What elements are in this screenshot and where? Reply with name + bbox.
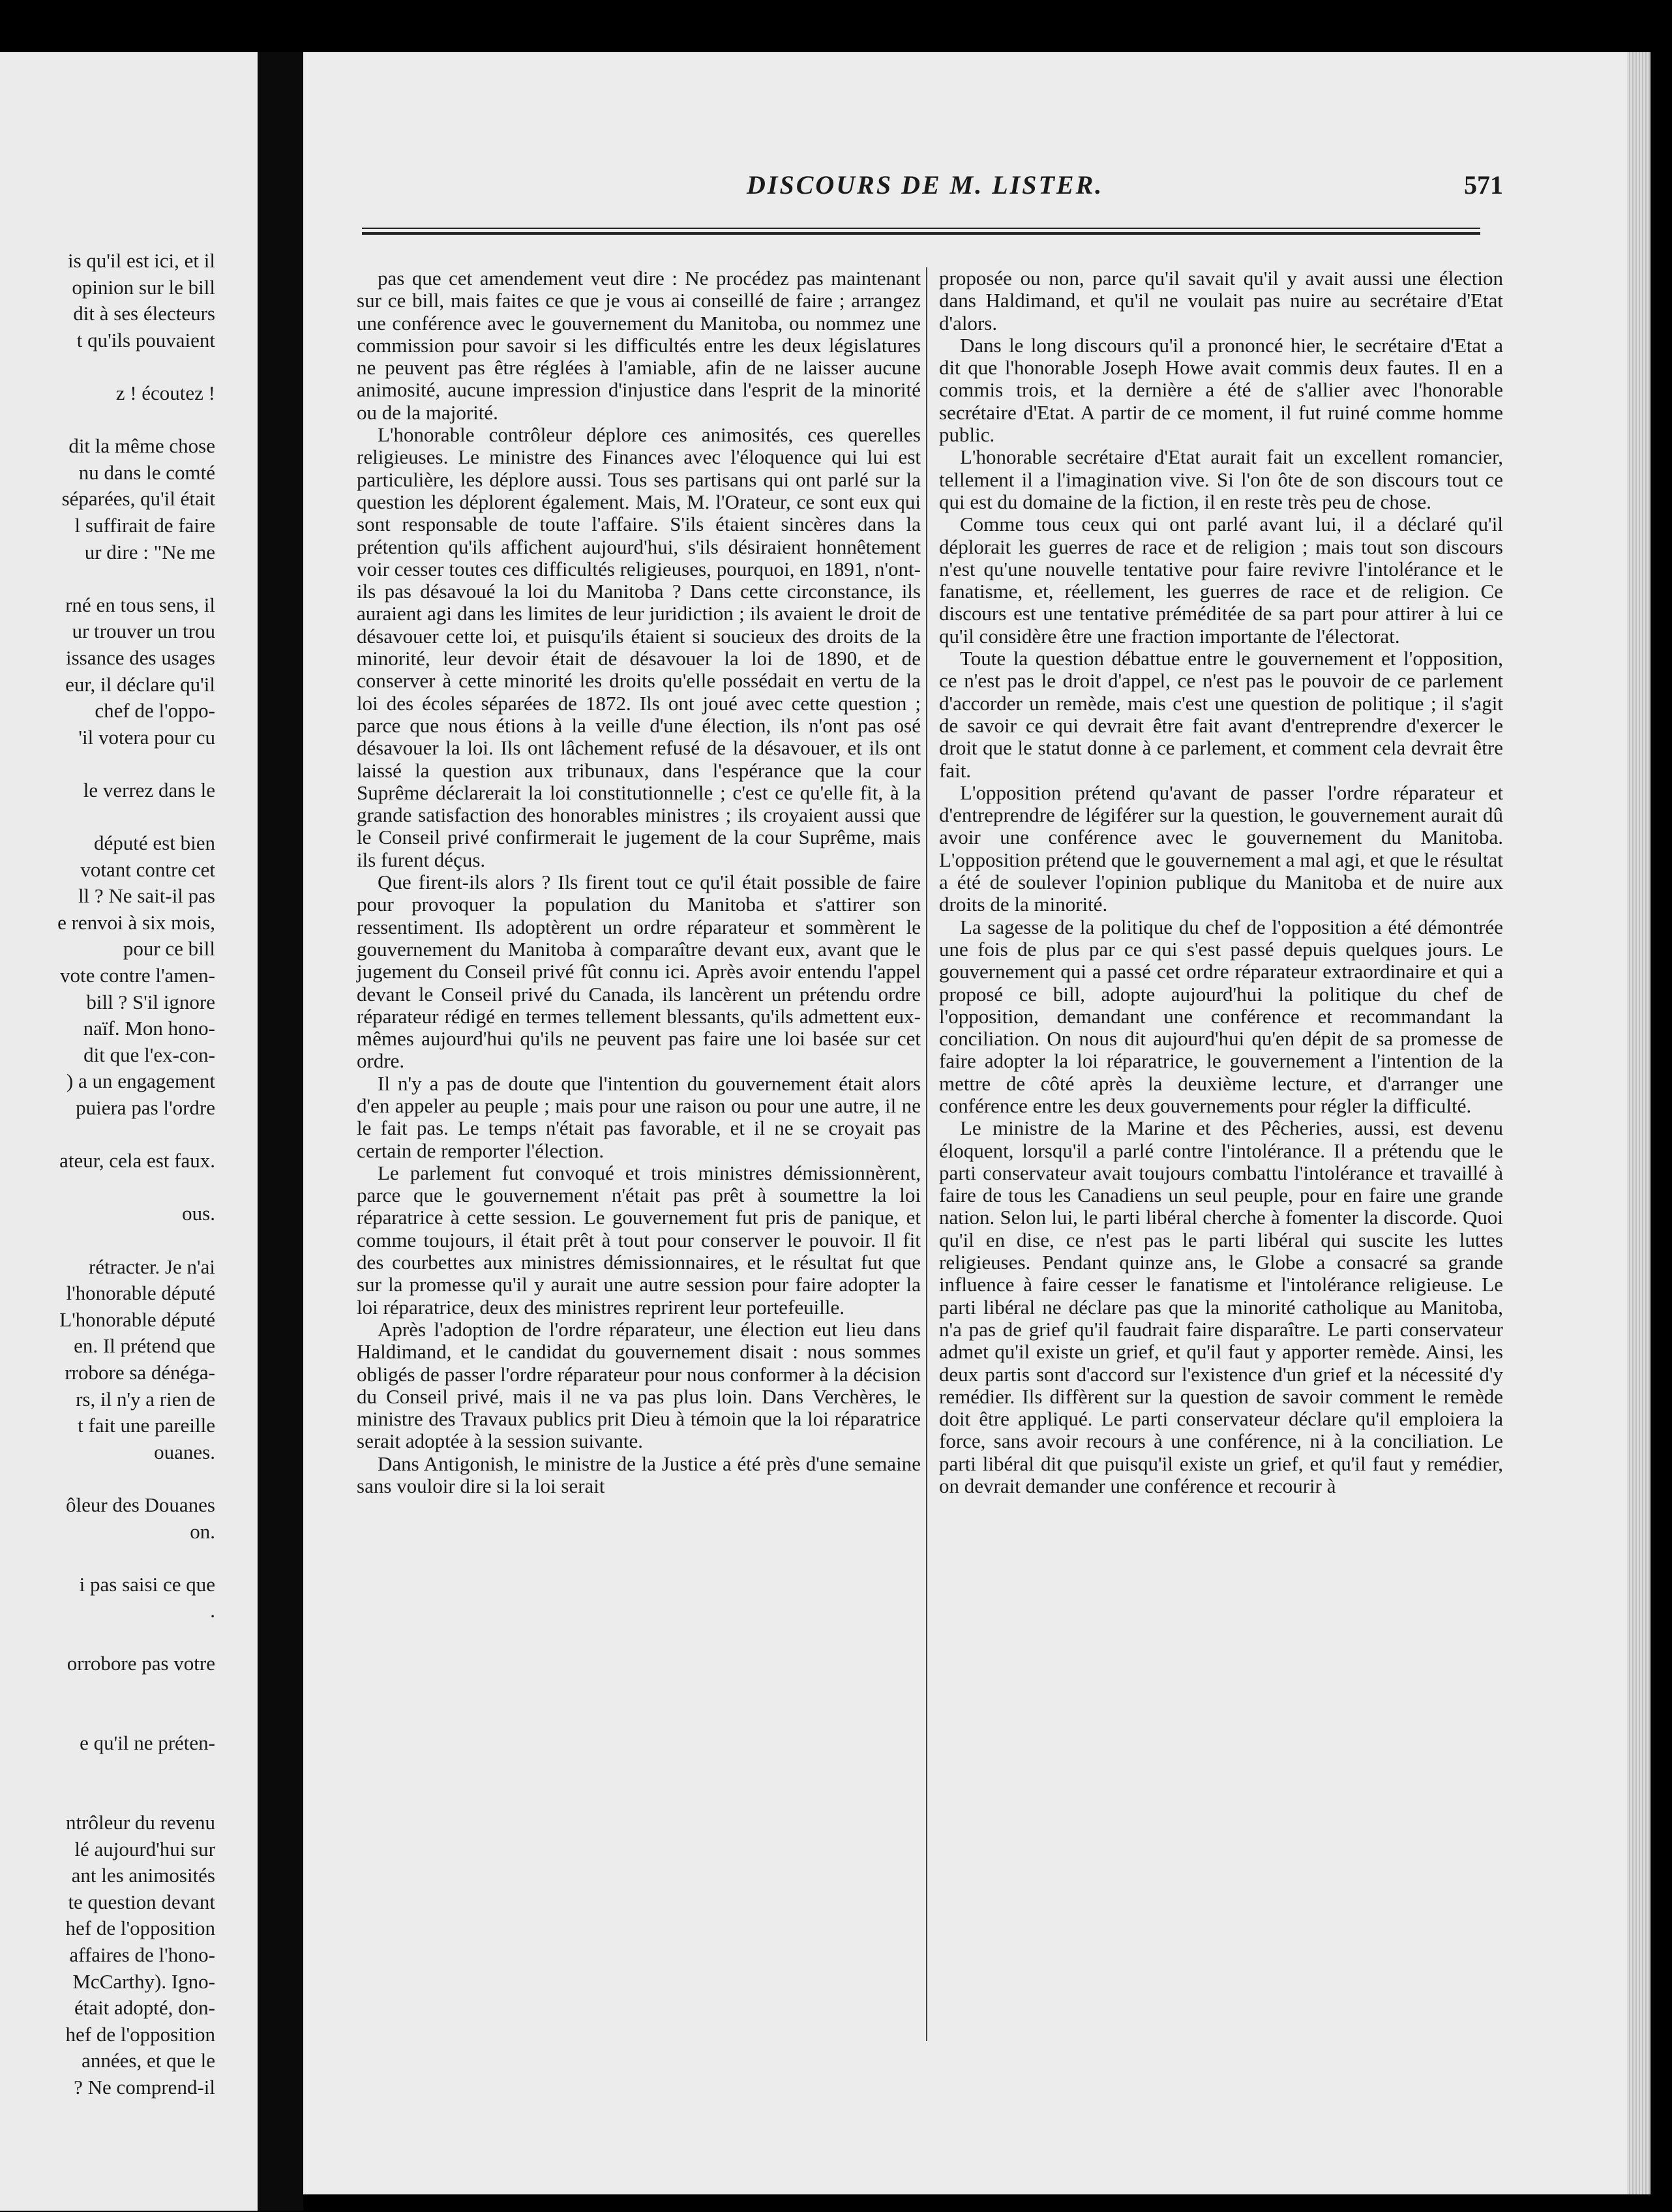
page-header	[303, 170, 1627, 209]
facing-page-line: était adopté, don-	[74, 1996, 215, 2020]
facing-page-line: te question devant	[68, 1890, 215, 1913]
facing-page-line: ouanes.	[154, 1440, 215, 1463]
paragraph: Dans Antigonish, le ministre de la Justice a été près d'une semaine sans vouloir dire si la loi serait	[357, 1452, 921, 1498]
text-column-right	[939, 267, 1503, 1497]
facing-page-line: is qu'il est ici, et il	[67, 249, 215, 272]
facing-page-line	[0, 751, 215, 777]
facing-page-line: puiera pas l'ordre	[76, 1096, 215, 1119]
facing-page-line: ant les animosités	[71, 1864, 215, 1887]
facing-page-line: ur dire : "Ne me	[84, 540, 215, 563]
facing-page-line: orrobore pas votre	[67, 1652, 215, 1675]
facing-page-line: .	[210, 1599, 215, 1622]
facing-page-line: rné en tous sens, il	[65, 593, 215, 616]
facing-page-line: ateur, cela est faux.	[59, 1149, 215, 1173]
facing-page-line	[0, 1122, 215, 1148]
paragraph: L'opposition prétend qu'avant de passer l'ordre réparateur et d'entreprendre de légiférer sur la question, le gouvernement aurait dû avoir une conférence avec le gouvernement du Manitoba. L'opposition prétend que le gouvernement a mal agi, et que le résultat a été de soulever l'opinion publique du Manitoba et de nuire aux droits de la minorité.	[939, 781, 1503, 916]
facing-page-line: bill ? S'il ignore	[86, 990, 215, 1013]
facing-page-line: dit la même chose	[68, 434, 215, 458]
paragraph: Après l'adoption de l'ordre réparateur, une élection eut lieu dans Haldimand, et le candidat du gouvernement disait : nous sommes obligés de passer l'ordre réparateur pour nous conformer à la décision du Conseil privé, mais il ne va pas plus loin. Dans Verchères, le ministre des Travaux publics prit Dieu à témoin que la loi réparatrice serait adoptée à la session suivante.	[357, 1317, 921, 1453]
facing-page-line: on.	[190, 1519, 215, 1543]
text-column-left	[357, 267, 921, 1497]
paragraph: proposée ou non, parce qu'il savait qu'il y avait aussi une élection dans Haldimand, et qu'il ne voulait pas nuire au secrétaire d'Etat d'alors.	[939, 267, 1503, 335]
facing-page-line: naïf. Mon hono-	[83, 1017, 215, 1040]
facing-page-line: ? Ne comprend-il	[74, 2075, 215, 2099]
paragraph: Toute la question débattue entre le gouvernement et l'opposition, ce n'est pas le droit d'appel, ce n'est pas le pouvoir de ce parlement d'accorder un remède, mais c'est une question de politique ; il s'agit de savoir ce qui devrait être fait avant d'entreprendre d'exercer le droit que le statut donne à ce parlement, et comment cela devrait être fait.	[939, 647, 1503, 782]
running-title: DISCOURS DE M. LISTER.	[747, 170, 1104, 200]
facing-page-line: l'honorable député	[66, 1281, 215, 1305]
facing-page-line: ll ? Ne sait-il pas	[78, 884, 215, 908]
facing-page-line	[0, 565, 215, 592]
facing-page-line: nu dans le comté	[78, 460, 215, 484]
facing-page-line: séparées, qu'il était	[61, 487, 215, 511]
paragraph: Que firent-ils alors ? Ils firent tout ce qu'il était possible de faire pour provoquer la population du Manitoba et s'attirer son ressentiment. Ils adoptèrent un ordre réparateur et sommèrent le gouvernement du Manitoba à comparaître devant eux, avant que le jugement du Conseil privé fût connu ici. Après avoir entendu l'appel devant le Conseil privé du Canada, ils lancèrent un prétendu ordre réparateur rédigé en termes tellement blessants, qu'ils admettent eux-mêmes aujourd'hui qu'ils ne peuvent pas faire une loi basée sur cet ordre.	[357, 871, 921, 1073]
facing-page-line: affaires de l'hono-	[69, 1943, 215, 1966]
facing-page-line: L'honorable député	[59, 1308, 215, 1331]
facing-page-line: dit que l'ex-con-	[83, 1043, 215, 1066]
facing-page-line: années, et que le	[82, 2049, 215, 2072]
facing-page-line: ous.	[182, 1202, 215, 1225]
facing-page-line: en. Il prétend que	[74, 1334, 215, 1358]
facing-page-line	[0, 1465, 215, 1492]
facing-page-line: eur, il déclare qu'il	[65, 672, 215, 696]
facing-page-line: ntrôleur du revenu	[66, 1811, 215, 1834]
paragraph: Il n'y a pas de doute que l'intention du gouvernement était alors d'en appeler au peuple ; mais pour une raison ou pour une autre, il ne le fait pas. Le temps n'était pas favorable, et il ne se croyait pas certain de remporter l'élection.	[357, 1071, 921, 1162]
facing-page-line: issance des usages	[66, 646, 215, 669]
column-divider	[926, 267, 927, 2041]
facing-page-line: t fait une pareille	[78, 1414, 215, 1437]
facing-page-line	[0, 803, 215, 830]
facing-page-line: 'il votera pour cu	[78, 725, 215, 749]
facing-page-line	[0, 1545, 215, 1572]
facing-page	[0, 52, 258, 2211]
facing-page-line	[0, 1783, 215, 1810]
facing-page-line: rétracter. Je n'ai	[88, 1255, 215, 1278]
main-page	[303, 52, 1627, 2194]
facing-page-line	[0, 1227, 215, 1254]
facing-page-line: hef de l'opposition	[65, 1917, 215, 1940]
facing-page-line: i pas saisi ce que	[79, 1572, 215, 1596]
facing-page-line	[0, 1677, 215, 1704]
facing-page-line: pour ce bill	[123, 937, 215, 961]
facing-page-line: l suffirait de faire	[74, 513, 215, 537]
facing-page-line	[0, 1757, 215, 1784]
facing-page-line	[0, 1174, 215, 1201]
facing-page-line: le verrez dans le	[83, 778, 215, 801]
facing-page-line: lé aujourd'hui sur	[74, 1837, 215, 1861]
facing-page-line: z ! écoutez !	[115, 381, 215, 404]
facing-page-line	[0, 407, 215, 434]
facing-page-line: ur trouver un trou	[72, 620, 215, 643]
facing-page-line: McCarthy). Igno-	[72, 1969, 215, 1993]
facing-page-line: député est bien	[94, 831, 215, 855]
paragraph: pas que cet amendement veut dire : Ne procédez pas maintenant sur ce bill, mais faites ce que je vous ai conseillé de faire ; arrangez une conférence avec le gouvernement du Manitoba, ou nommez une commission pour savoir si les difficultés entre les deux législatures ne peuvent pas être réglées à l'amiable, afin de ne laisser aucune animosité, aucune impression d'injustice dans l'esprit de la minorité ou de la majorité.	[357, 267, 921, 424]
page-number: 571	[1464, 170, 1503, 200]
page-edges	[1627, 52, 1650, 2194]
facing-page-line: ) a un engagement	[66, 1069, 215, 1093]
facing-page-line: rs, il n'y a rien de	[76, 1387, 215, 1411]
facing-page-line	[0, 1704, 215, 1731]
paragraph: L'honorable secrétaire d'Etat aurait fait un excellent romancier, tellement il a l'imagination vive. Si l'on ôte de son discours tout ce qui est du domaine de la fiction, il en reste très peu de chose.	[939, 445, 1503, 513]
paragraph: L'honorable contrôleur déplore ces animosités, ces querelles religieuses. Le ministre des Finances avec l'éloquence qui lui est particulière, les déplore aussi. Tous ses partisans qui ont parlé sur la question les déplorent également. Mais, M. l'Orateur, ce sont eux qui sont responsable de toute l'affaire. S'ils étaient sincères dans la prétention qu'ils affichent aujourd'hui, s'ils désiraient honnêtement voir cesser toutes ces difficultés religieuses, pourquoi, en 1891, n'ont-ils pas désavoué la loi du Manitoba ? Dans cette circonstance, ils auraient agi dans les limites de leur juridiction ; ils avaient le droit de désavouer cette loi, et puisqu'ils étaient si soucieux des droits de la minorité, leur devoir était de désavouer la loi de 1890, et de conserver à cette minorité les droits qu'elle possédait en vertu de la loi des écoles séparées de 1872. Ils ont joué avec cette question ; parce que nous étions à la veille d'une élection, ils n'ont pas osé désavouer la loi. Ils ont lâchement refusé de la désavouer, et ils ont laissé la question aux tribunaux, dans l'espérance que la cour Suprême déclarerait la loi constitutionnelle ; c'est ce qu'elle fit, à la grande satisfaction des honorables ministres ; ils croyaient aussi que le Conseil privé confirmerait le jugement de la cour Suprême, mais ils furent déçus.	[357, 423, 921, 871]
facing-page-line: dit à ses électeurs	[73, 302, 215, 325]
facing-page-line: vote contre l'amen-	[60, 964, 215, 987]
facing-page-line: e qu'il ne préten-	[80, 1731, 215, 1755]
facing-page-line: votant contre cet	[80, 858, 215, 881]
paragraph: Dans le long discours qu'il a prononcé hier, le secrétaire d'Etat a dit que l'honorable Joseph Howe avait commis deux fautes. Il en a commis trois, et la dernière a été de s'allier avec l'honorable secrétaire d'Etat. A partir de ce moment, il fut ruiné comme homme public.	[939, 333, 1503, 447]
paragraph: Le ministre de la Marine et des Pêcheries, aussi, est devenu éloquent, lorsqu'il a parlé contre l'intolérance. Il a prétendu que le parti conservateur avait toujours combattu l'intolérance et travaillé à faire de tous les Canadiens un seul peuple, pour en faire une grande nation. Selon lui, le parti libéral cherche à fomenter la discorde. Quoi qu'il en dise, ce n'est pas le parti libéral qui suscite les luttes religieuses. Pendant quinze ans, le Globe a consacré sa grande influence à faire cesser le fanatisme et l'intolérance religieuse. Le parti libéral ne déclare pas que la minorité catholique au Manitoba, n'a pas de grief qu'il faudrait faire disparaître. Le parti conservateur admet qu'il existe un grief, et qu'il faut y apporter remède. Ainsi, les deux partis sont d'accord sur l'existence d'un grief et la nécessité d'y remédier. Ils diffèrent sur la question de savoir comment le remède doit être appliqué. Le parti conservateur déclare qu'il emploiera la force, sans avoir recours à une conférence, ni à la conciliation. Le parti libéral dit que puisqu'il existe un grief, et qu'il faut y remédier, on devrait demander une conférence et recourir à	[939, 1116, 1503, 1498]
facing-page-line	[0, 353, 215, 380]
facing-page-line: chef de l'oppo-	[95, 699, 215, 723]
facing-page-line: e renvoi à six mois,	[57, 910, 215, 934]
paragraph: Comme tous ceux qui ont parlé avant lui, il a déclaré qu'il déplorait les guerres de race et de religion ; mais tout son discours n'est qu'une nouvelle tentative pour faire revivre l'intolérance et le fanatisme, et, réellement, les guerres de race et de religion. Ce discours est une tentative préméditée de sa part pour attirer à lui ce qu'il considère être une fraction importante de l'électorat.	[939, 513, 1503, 648]
facing-page-text	[0, 248, 215, 2101]
facing-page-line: ôleur des Douanes	[66, 1493, 215, 1516]
facing-page-line: hef de l'opposition	[65, 2022, 215, 2046]
facing-page-line: rrobore sa dénéga-	[65, 1360, 215, 1384]
facing-page-line: t qu'ils pouvaient	[76, 328, 215, 351]
header-rule-thick	[362, 232, 1480, 235]
paragraph: Le parlement fut convoqué et trois ministres démissionnèrent, parce que le gouvernement n'était pas prêt à soumettre la loi réparatrice à cette session. Le gouvernement fut pris de panique, et comme toujours, il était prêt à tout pour conserver le pouvoir. Il fit des courbettes aux ministres démissionnaires, et le résultat fut que sur la promesse qu'il y aurait une autre session pour faire adopter la loi réparatrice, deux des ministres reprirent leur portefeuille.	[357, 1161, 921, 1319]
header-rule-thin	[362, 228, 1480, 229]
facing-page-line	[0, 1624, 215, 1651]
book-gutter	[258, 52, 303, 2211]
paragraph: La sagesse de la politique du chef de l'opposition a été démontrée une fois de plus par ce qui s'est passé depuis quelques jours. Le gouvernement qui a passé cet ordre réparateur extraordinaire et qui a proposé ce bill, adopte aujourd'hui la politique du chef de l'opposition, demandant une conférence et recommandant la conciliation. On nous dit aujourd'hui qu'en dépit de sa promesse de faire adopter la loi réparatrice, le gouvernement a l'intention de la mettre de côté après la deuxième lecture, et d'arranger une conférence entre les deux gouvernements pour régler la difficulté.	[939, 915, 1503, 1117]
facing-page-line: opinion sur le bill	[72, 275, 215, 299]
